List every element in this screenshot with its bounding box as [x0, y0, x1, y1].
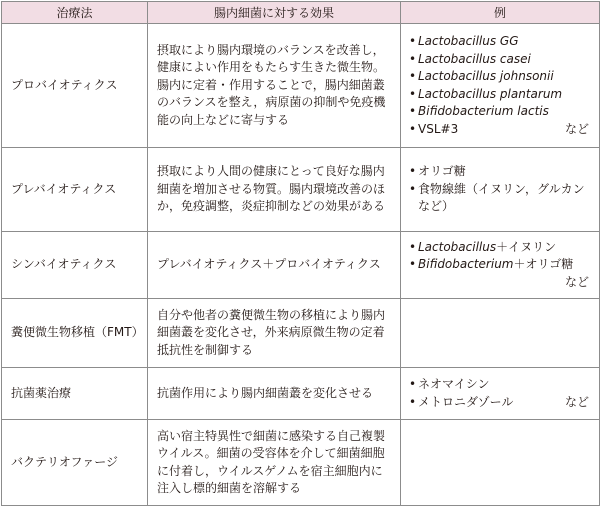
header-effect: 腸内細菌に対する効果 [148, 2, 401, 24]
effect-cell: 摂取により腸内環境のバランスを改善し，健康によい作用をもたらす生きた微生物。腸内に定着・作用することで，腸内細菌叢のバランスを整え，病原菌の抑制や免疫機能の向上などに寄与する [148, 24, 401, 148]
therapy-cell: 糞便微生物移植（FMT） [2, 299, 148, 368]
examples-cell [401, 148, 600, 232]
table-row [2, 420, 600, 506]
list-item [409, 239, 589, 257]
therapy-cell: プロバイオティクス [2, 24, 148, 148]
table-row [2, 24, 600, 148]
effect-cell: プレバイオティクス＋プロバイオティクス [148, 232, 401, 299]
table-row [2, 368, 600, 420]
table-row [2, 299, 600, 368]
list-item [409, 121, 589, 139]
list-item-text: • メトロニダゾール [418, 394, 514, 409]
list-item: • Bifidobacterium lactis [409, 103, 589, 121]
therapy-cell: プレバイオティクス [2, 148, 148, 232]
list-item: • ネオマイシン [409, 376, 589, 394]
examples-cell [401, 299, 600, 368]
examples-cell [401, 368, 600, 420]
examples-cell [401, 232, 600, 299]
genus-name: Lactobacillus [418, 239, 497, 254]
etc-label: など [564, 121, 589, 136]
header-examples: 例 [401, 2, 600, 24]
treatment-table [1, 1, 600, 506]
list-item: • 食物線維（イヌリン，グルカンなど） [409, 181, 589, 216]
effect-cell: 摂取により人間の健康にとって良好な腸内細菌を増加させる物質。腸内環境改善のほか，免疫調整，炎症抑制などの効果がある [148, 148, 401, 232]
therapy-cell: シンバイオティクス [2, 232, 148, 299]
examples-cell [401, 24, 600, 148]
effect-cell: 抗菌作用により腸内細菌叢を変化させる [148, 368, 401, 420]
list-item: • Lactobacillus GG [409, 33, 589, 51]
table-row [2, 148, 600, 232]
genus-name: Bifidobacterium [418, 257, 514, 272]
effect-cell: 自分や他者の糞便微生物の移植により腸内細菌叢を変化させ，外来病原微生物の定着抵抗性を制御する [148, 299, 401, 368]
therapy-cell: 抗菌薬治療 [2, 368, 148, 420]
combo-text: ＋イヌリン [496, 239, 557, 254]
list-item: • Lactobacillus casei [409, 51, 589, 69]
list-item-text: • VSL#3 [418, 121, 459, 136]
combo-text: ＋オリゴ糖 [513, 257, 574, 272]
header-row [2, 2, 600, 24]
list-item: • オリゴ糖 [409, 163, 589, 181]
list-item [409, 256, 589, 274]
list-item [409, 394, 589, 412]
examples-cell [401, 420, 600, 506]
list-item: • Lactobacillus johnsonii [409, 68, 589, 86]
etc-label: など [564, 394, 589, 409]
list-item: • Lactobacillus plantarum [409, 86, 589, 104]
effect-cell: 高い宿主特異性で細菌に感染する自己複製ウイルス。細菌の受容体を介して細菌細胞に付着し，ウイルスゲノムを宿主細胞内に注入し標的細菌を溶解する [148, 420, 401, 506]
table-row [2, 232, 600, 299]
etc-label: など [564, 274, 589, 289]
header-therapy: 治療法 [2, 2, 148, 24]
therapy-cell: バクテリオファージ [2, 420, 148, 506]
